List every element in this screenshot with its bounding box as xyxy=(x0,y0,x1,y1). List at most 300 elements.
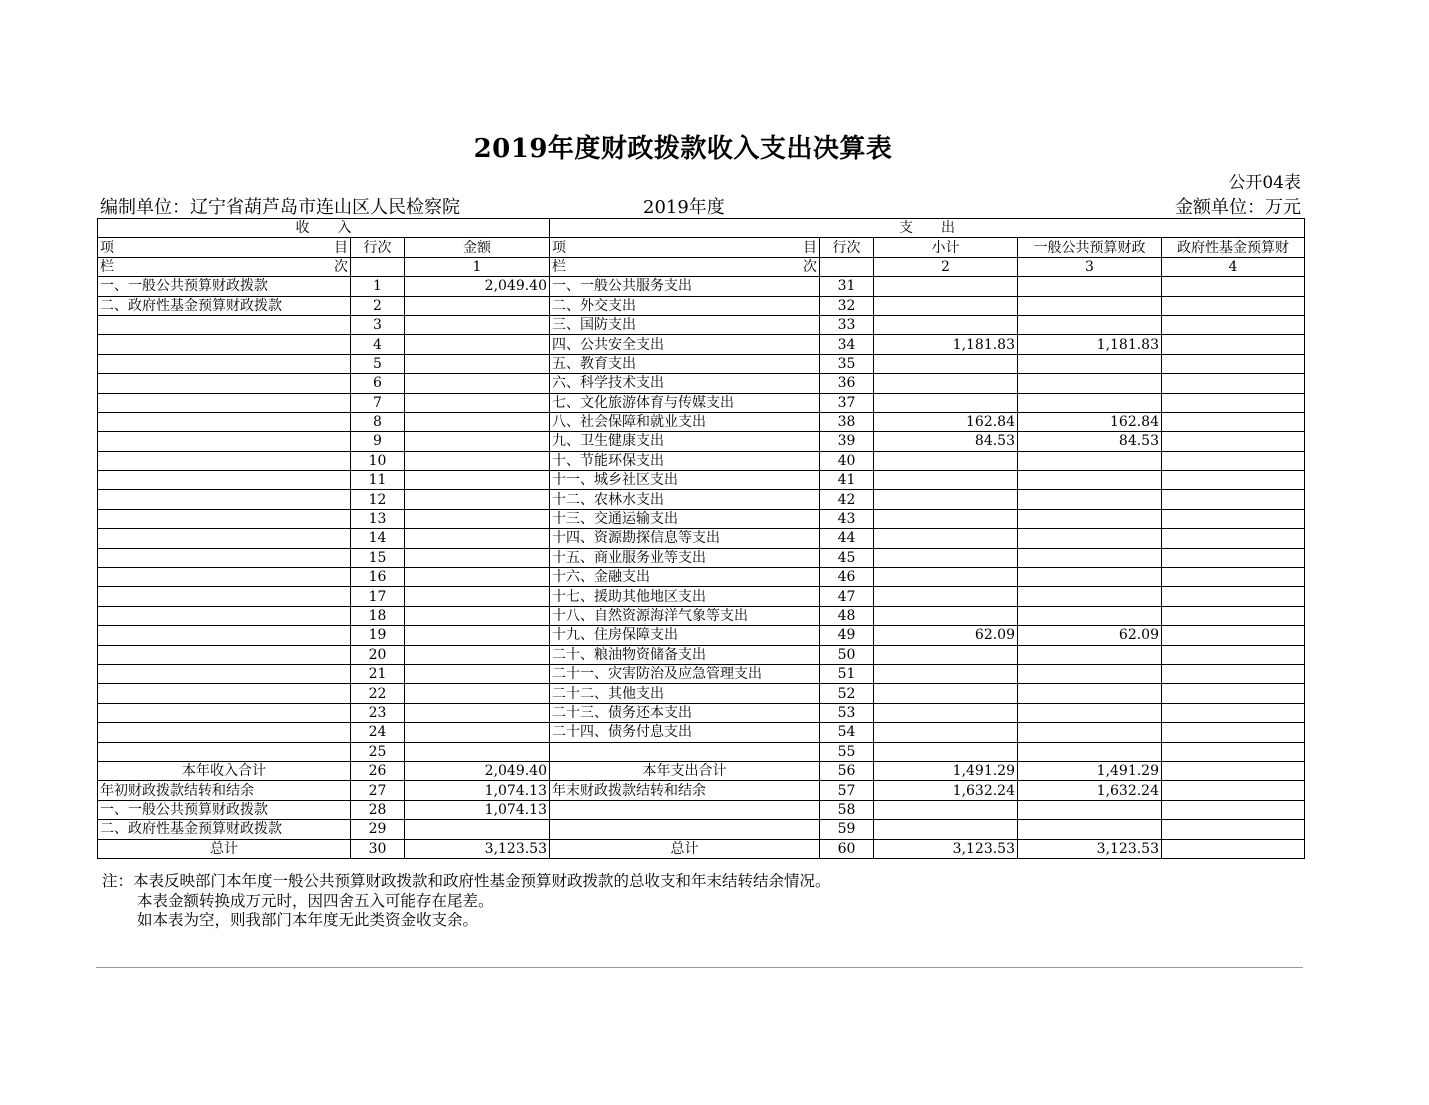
income-item-cell xyxy=(98,374,351,393)
expense-rowno-cell: 45 xyxy=(820,548,874,567)
income-rowno-cell: 25 xyxy=(351,742,405,761)
table-row xyxy=(98,761,1305,780)
table-row xyxy=(98,451,1305,470)
income-rowno-cell: 20 xyxy=(351,645,405,664)
income-item-cell xyxy=(98,354,351,373)
general-budget-cell: 3,123.53 xyxy=(1018,839,1162,858)
gov-fund-cell xyxy=(1162,568,1305,587)
expense-rowno-cell: 51 xyxy=(820,664,874,683)
expense-rowno-cell: 39 xyxy=(820,432,874,451)
income-item-cell xyxy=(98,509,351,528)
expense-rowno-cell: 43 xyxy=(820,509,874,528)
general-budget-cell: 62.09 xyxy=(1018,626,1162,645)
income-item-cell xyxy=(98,471,351,490)
table-row xyxy=(98,684,1305,703)
income-rowno-cell: 22 xyxy=(351,684,405,703)
expense-item-cell: 二十三、债务还本支出 xyxy=(550,703,820,722)
expense-rowno-cell: 48 xyxy=(820,606,874,625)
header-row-columns xyxy=(98,238,1305,257)
gov-fund-cell xyxy=(1162,490,1305,509)
income-item-cell: 年初财政拨款结转和结余 xyxy=(98,781,351,800)
income-rowno-cell: 16 xyxy=(351,568,405,587)
subtotal-cell xyxy=(874,684,1018,703)
expense-item-cell: 八、社会保障和就业支出 xyxy=(550,412,820,431)
expense-rowno-cell: 46 xyxy=(820,568,874,587)
income-item-cell xyxy=(98,703,351,722)
income-item-cell xyxy=(98,664,351,683)
form-number: 公开04表 xyxy=(1228,173,1301,193)
meta-row xyxy=(100,193,1301,217)
gov-fund-cell xyxy=(1162,277,1305,296)
expense-item-cell: 九、卫生健康支出 xyxy=(550,432,820,451)
income-item-cell: 二、政府性基金预算财政拨款 xyxy=(98,296,351,315)
income-header: 收 入 xyxy=(98,219,550,238)
income-amount-cell: 1,074.13 xyxy=(405,800,550,819)
table-row xyxy=(98,277,1305,296)
table-row xyxy=(98,529,1305,548)
subtotal-cell xyxy=(874,471,1018,490)
table-row xyxy=(98,315,1305,334)
income-rowno-cell: 4 xyxy=(351,335,405,354)
general-budget-cell xyxy=(1018,354,1162,373)
income-amount-cell xyxy=(405,471,550,490)
income-amount-cell xyxy=(405,587,550,606)
table-row xyxy=(98,432,1305,451)
expense-rowno-cell: 53 xyxy=(820,703,874,722)
income-amount-cell xyxy=(405,723,550,742)
income-rowno-cell: 29 xyxy=(351,820,405,839)
expense-rowno-cell: 32 xyxy=(820,296,874,315)
subtotal-cell xyxy=(874,393,1018,412)
subtotal-cell: 1,491.29 xyxy=(874,761,1018,780)
expense-item-cell: 二十四、债务付息支出 xyxy=(550,723,820,742)
income-amount-cell xyxy=(405,315,550,334)
income-rowno-cell: 13 xyxy=(351,509,405,528)
general-budget-cell xyxy=(1018,800,1162,819)
general-budget-cell xyxy=(1018,606,1162,625)
table-row xyxy=(98,296,1305,315)
income-amount-cell xyxy=(405,354,550,373)
table-row xyxy=(98,645,1305,664)
income-rowno-cell: 19 xyxy=(351,626,405,645)
reporting-unit: 编制单位：辽宁省葫芦岛市连山区人民检察院 xyxy=(100,197,460,218)
income-amount-cell xyxy=(405,335,550,354)
expense-item-cell: 二、外交支出 xyxy=(550,296,820,315)
general-budget-cell xyxy=(1018,587,1162,606)
gov-fund-header: 政府性基金预算财 xyxy=(1162,238,1305,257)
expense-item-cell: 十七、援助其他地区支出 xyxy=(550,587,820,606)
income-amount-cell xyxy=(405,451,550,470)
gov-fund-cell xyxy=(1162,664,1305,683)
col-number-3: 3 xyxy=(1018,257,1162,276)
gov-fund-cell xyxy=(1162,820,1305,839)
gov-fund-cell xyxy=(1162,451,1305,470)
general-budget-cell xyxy=(1018,723,1162,742)
expense-item-cell: 七、文化旅游体育与传媒支出 xyxy=(550,393,820,412)
income-amount-cell xyxy=(405,684,550,703)
gov-fund-cell xyxy=(1162,839,1305,858)
gov-fund-cell xyxy=(1162,296,1305,315)
expense-rowno-cell: 42 xyxy=(820,490,874,509)
expense-item-cell: 十六、金融支出 xyxy=(550,568,820,587)
income-item-cell: 本年收入合计 xyxy=(98,761,351,780)
expense-item-cell: 一、一般公共服务支出 xyxy=(550,277,820,296)
expense-rowno-cell: 57 xyxy=(820,781,874,800)
report-year: 2019年度 xyxy=(643,197,725,218)
gov-fund-cell xyxy=(1162,374,1305,393)
income-amount-cell xyxy=(405,509,550,528)
subtotal-cell: 84.53 xyxy=(874,432,1018,451)
gov-fund-cell xyxy=(1162,412,1305,431)
general-budget-cell xyxy=(1018,664,1162,683)
income-item-cell xyxy=(98,626,351,645)
income-item-cell xyxy=(98,723,351,742)
expense-rowno-cell: 47 xyxy=(820,587,874,606)
income-rowno-cell: 28 xyxy=(351,800,405,819)
income-amount-cell xyxy=(405,820,550,839)
general-budget-cell: 84.53 xyxy=(1018,432,1162,451)
income-amount-cell xyxy=(405,742,550,761)
general-budget-cell xyxy=(1018,490,1162,509)
subtotal-cell xyxy=(874,354,1018,373)
income-amount-cell xyxy=(405,393,550,412)
general-budget-cell xyxy=(1018,277,1162,296)
expense-rowno-cell: 55 xyxy=(820,742,874,761)
income-rowno-cell: 7 xyxy=(351,393,405,412)
expense-rowno-header: 行次 xyxy=(820,238,874,257)
general-budget-cell xyxy=(1018,548,1162,567)
gov-fund-cell xyxy=(1162,703,1305,722)
income-amount-cell xyxy=(405,296,550,315)
income-item-cell xyxy=(98,490,351,509)
income-item-header: 项 目 xyxy=(98,238,351,257)
subtotal-cell xyxy=(874,587,1018,606)
subtotal-cell xyxy=(874,664,1018,683)
income-amount-cell xyxy=(405,664,550,683)
income-amount-cell xyxy=(405,626,550,645)
general-budget-cell: 1,632.24 xyxy=(1018,781,1162,800)
table-row xyxy=(98,548,1305,567)
income-rowno-cell: 5 xyxy=(351,354,405,373)
subtotal-cell: 162.84 xyxy=(874,412,1018,431)
expense-rowno-cell: 31 xyxy=(820,277,874,296)
table-row xyxy=(98,471,1305,490)
income-amount-cell xyxy=(405,490,550,509)
gov-fund-cell xyxy=(1162,781,1305,800)
income-item-cell xyxy=(98,548,351,567)
subtotal-cell: 1,632.24 xyxy=(874,781,1018,800)
table-row xyxy=(98,800,1305,819)
income-amount-cell: 1,074.13 xyxy=(405,781,550,800)
subtotal-cell xyxy=(874,548,1018,567)
general-budget-cell xyxy=(1018,820,1162,839)
header-row-section xyxy=(98,219,1305,238)
expense-rowno-cell: 41 xyxy=(820,471,874,490)
subtotal-cell xyxy=(874,451,1018,470)
subtotal-cell xyxy=(874,606,1018,625)
expense-rowno-cell: 37 xyxy=(820,393,874,412)
income-amount-cell xyxy=(405,645,550,664)
note-line: 如本表为空，则我部门本年度无此类资金收支余。 xyxy=(137,911,479,929)
expense-item-cell: 十一、城乡社区支出 xyxy=(550,471,820,490)
income-item-cell xyxy=(98,432,351,451)
table-row xyxy=(98,781,1305,800)
expense-col-label: 栏 次 xyxy=(550,257,820,276)
subtotal-header: 小计 xyxy=(874,238,1018,257)
expense-item-cell: 十二、农林水支出 xyxy=(550,490,820,509)
general-budget-cell xyxy=(1018,645,1162,664)
table-row xyxy=(98,354,1305,373)
table-row xyxy=(98,509,1305,528)
expense-item-cell: 十五、商业服务业等支出 xyxy=(550,548,820,567)
income-item-cell: 一、一般公共预算财政拨款 xyxy=(98,277,351,296)
general-budget-cell: 1,491.29 xyxy=(1018,761,1162,780)
income-item-cell: 一、一般公共预算财政拨款 xyxy=(98,800,351,819)
general-budget-cell: 162.84 xyxy=(1018,412,1162,431)
col-number-1: 1 xyxy=(405,257,550,276)
expense-rowno-cell: 56 xyxy=(820,761,874,780)
gov-fund-cell xyxy=(1162,471,1305,490)
subtotal-cell xyxy=(874,374,1018,393)
expense-item-cell: 三、国防支出 xyxy=(550,315,820,334)
general-budget-header: 一般公共预算财政 xyxy=(1018,238,1162,257)
table-row xyxy=(98,393,1305,412)
subtotal-cell xyxy=(874,490,1018,509)
expense-item-cell: 十八、自然资源海洋气象等支出 xyxy=(550,606,820,625)
income-rowno-cell: 24 xyxy=(351,723,405,742)
table-row xyxy=(98,568,1305,587)
gov-fund-cell xyxy=(1162,548,1305,567)
expense-item-cell: 五、教育支出 xyxy=(550,354,820,373)
income-rowno-header: 行次 xyxy=(351,238,405,257)
income-rowno-cell: 10 xyxy=(351,451,405,470)
expense-rowno-cell: 60 xyxy=(820,839,874,858)
expense-rowno-cell: 35 xyxy=(820,354,874,373)
general-budget-cell xyxy=(1018,393,1162,412)
general-budget-cell xyxy=(1018,684,1162,703)
general-budget-cell xyxy=(1018,296,1162,315)
general-budget-cell xyxy=(1018,703,1162,722)
expense-item-cell: 十三、交通运输支出 xyxy=(550,509,820,528)
income-rowno-cell: 17 xyxy=(351,587,405,606)
expense-item-header: 项 目 xyxy=(550,238,820,257)
general-budget-cell xyxy=(1018,374,1162,393)
income-rowno-cell: 3 xyxy=(351,315,405,334)
expense-rowno-cell: 50 xyxy=(820,645,874,664)
gov-fund-cell xyxy=(1162,509,1305,528)
expense-item-cell: 二十一、灾害防治及应急管理支出 xyxy=(550,664,820,683)
income-col-label: 栏 次 xyxy=(98,257,351,276)
income-item-cell xyxy=(98,568,351,587)
income-amount-cell xyxy=(405,548,550,567)
income-rowno-cell: 18 xyxy=(351,606,405,625)
income-item-cell xyxy=(98,645,351,664)
table-row xyxy=(98,664,1305,683)
general-budget-cell xyxy=(1018,529,1162,548)
gov-fund-cell xyxy=(1162,761,1305,780)
expense-item-cell: 总计 xyxy=(550,839,820,858)
income-amount-cell xyxy=(405,568,550,587)
income-item-cell xyxy=(98,315,351,334)
income-item-cell: 总计 xyxy=(98,839,351,858)
gov-fund-cell xyxy=(1162,354,1305,373)
expense-rowno-cell: 58 xyxy=(820,800,874,819)
income-amount-header: 金额 xyxy=(405,238,550,257)
subtotal-cell xyxy=(874,509,1018,528)
subtotal-cell: 1,181.83 xyxy=(874,335,1018,354)
expense-item-cell: 二十、粮油物资储备支出 xyxy=(550,645,820,664)
expense-rowno-cell: 49 xyxy=(820,626,874,645)
empty-cell xyxy=(351,257,405,276)
gov-fund-cell xyxy=(1162,587,1305,606)
income-item-cell: 二、政府性基金预算财政拨款 xyxy=(98,820,351,839)
gov-fund-cell xyxy=(1162,432,1305,451)
expense-item-cell: 四、公共安全支出 xyxy=(550,335,820,354)
subtotal-cell xyxy=(874,703,1018,722)
general-budget-cell xyxy=(1018,568,1162,587)
income-amount-cell xyxy=(405,529,550,548)
expense-rowno-cell: 54 xyxy=(820,723,874,742)
gov-fund-cell xyxy=(1162,684,1305,703)
table-row xyxy=(98,839,1305,858)
header-row-column-numbers xyxy=(98,257,1305,276)
general-budget-cell xyxy=(1018,315,1162,334)
income-rowno-cell: 11 xyxy=(351,471,405,490)
income-rowno-cell: 27 xyxy=(351,781,405,800)
subtotal-cell xyxy=(874,568,1018,587)
subtotal-cell: 62.09 xyxy=(874,626,1018,645)
money-unit: 金额单位：万元 xyxy=(1175,197,1301,218)
gov-fund-cell xyxy=(1162,529,1305,548)
notes xyxy=(102,872,831,931)
subtotal-cell xyxy=(874,296,1018,315)
table-row xyxy=(98,606,1305,625)
subtotal-cell xyxy=(874,315,1018,334)
gov-fund-cell xyxy=(1162,645,1305,664)
expense-rowno-cell: 36 xyxy=(820,374,874,393)
gov-fund-cell xyxy=(1162,723,1305,742)
subtotal-cell xyxy=(874,742,1018,761)
income-item-cell xyxy=(98,606,351,625)
income-amount-cell xyxy=(405,374,550,393)
table-row xyxy=(98,703,1305,722)
income-amount-cell: 2,049.40 xyxy=(405,761,550,780)
income-rowno-cell: 2 xyxy=(351,296,405,315)
income-amount-cell: 2,049.40 xyxy=(405,277,550,296)
income-rowno-cell: 15 xyxy=(351,548,405,567)
subtotal-cell xyxy=(874,800,1018,819)
subtotal-cell: 3,123.53 xyxy=(874,839,1018,858)
income-item-cell xyxy=(98,529,351,548)
bottom-divider xyxy=(96,967,1303,968)
gov-fund-cell xyxy=(1162,335,1305,354)
income-rowno-cell: 14 xyxy=(351,529,405,548)
expense-item-cell: 本年支出合计 xyxy=(550,761,820,780)
expense-rowno-cell: 34 xyxy=(820,335,874,354)
income-rowno-cell: 1 xyxy=(351,277,405,296)
income-rowno-cell: 8 xyxy=(351,412,405,431)
expense-item-cell: 十、节能环保支出 xyxy=(550,451,820,470)
gov-fund-cell xyxy=(1162,315,1305,334)
table-row xyxy=(98,490,1305,509)
income-rowno-cell: 26 xyxy=(351,761,405,780)
income-item-cell xyxy=(98,412,351,431)
expense-rowno-cell: 44 xyxy=(820,529,874,548)
gov-fund-cell xyxy=(1162,393,1305,412)
expense-header: 支 出 xyxy=(550,219,1305,238)
general-budget-cell: 1,181.83 xyxy=(1018,335,1162,354)
table-row xyxy=(98,587,1305,606)
income-amount-cell xyxy=(405,606,550,625)
expense-item-cell: 年末财政拨款结转和结余 xyxy=(550,781,820,800)
gov-fund-cell xyxy=(1162,742,1305,761)
expense-item-cell: 十四、资源勘探信息等支出 xyxy=(550,529,820,548)
expense-item-cell xyxy=(550,800,820,819)
income-item-cell xyxy=(98,684,351,703)
income-amount-cell xyxy=(405,703,550,722)
expense-item-cell: 十九、住房保障支出 xyxy=(550,626,820,645)
page-title: 2019年度财政拨款收入支出决算表 xyxy=(473,134,893,164)
gov-fund-cell xyxy=(1162,800,1305,819)
table-row xyxy=(98,335,1305,354)
expense-item-cell: 六、科学技术支出 xyxy=(550,374,820,393)
expense-rowno-cell: 40 xyxy=(820,451,874,470)
income-item-cell xyxy=(98,742,351,761)
budget-table xyxy=(97,218,1305,859)
table-row xyxy=(98,412,1305,431)
subtotal-cell xyxy=(874,723,1018,742)
table-row xyxy=(98,723,1305,742)
col-number-4: 4 xyxy=(1162,257,1305,276)
expense-rowno-cell: 52 xyxy=(820,684,874,703)
income-item-cell xyxy=(98,587,351,606)
table-row xyxy=(98,626,1305,645)
gov-fund-cell xyxy=(1162,626,1305,645)
general-budget-cell xyxy=(1018,471,1162,490)
note-line: 注：本表反映部门本年度一般公共预算财政拨款和政府性基金预算财政拨款的总收支和年末结转结余情况。 xyxy=(102,872,831,890)
general-budget-cell xyxy=(1018,509,1162,528)
income-item-cell xyxy=(98,393,351,412)
expense-item-cell xyxy=(550,742,820,761)
subtotal-cell xyxy=(874,277,1018,296)
note-line: 本表金额转换成万元时，因四舍五入可能存在尾差。 xyxy=(137,891,494,910)
income-rowno-cell: 9 xyxy=(351,432,405,451)
table-row xyxy=(98,820,1305,839)
income-item-cell xyxy=(98,451,351,470)
subtotal-cell xyxy=(874,645,1018,664)
income-amount-cell xyxy=(405,412,550,431)
income-rowno-cell: 12 xyxy=(351,490,405,509)
gov-fund-cell xyxy=(1162,606,1305,625)
expense-rowno-cell: 33 xyxy=(820,315,874,334)
income-rowno-cell: 30 xyxy=(351,839,405,858)
income-item-cell xyxy=(98,335,351,354)
income-amount-cell: 3,123.53 xyxy=(405,839,550,858)
income-rowno-cell: 23 xyxy=(351,703,405,722)
expense-rowno-cell: 38 xyxy=(820,412,874,431)
col-number-2: 2 xyxy=(874,257,1018,276)
general-budget-cell xyxy=(1018,742,1162,761)
empty-cell xyxy=(820,257,874,276)
income-rowno-cell: 6 xyxy=(351,374,405,393)
subtotal-cell xyxy=(874,529,1018,548)
expense-item-cell: 二十二、其他支出 xyxy=(550,684,820,703)
subtotal-cell xyxy=(874,820,1018,839)
general-budget-cell xyxy=(1018,451,1162,470)
income-rowno-cell: 21 xyxy=(351,664,405,683)
income-amount-cell xyxy=(405,432,550,451)
expense-rowno-cell: 59 xyxy=(820,820,874,839)
